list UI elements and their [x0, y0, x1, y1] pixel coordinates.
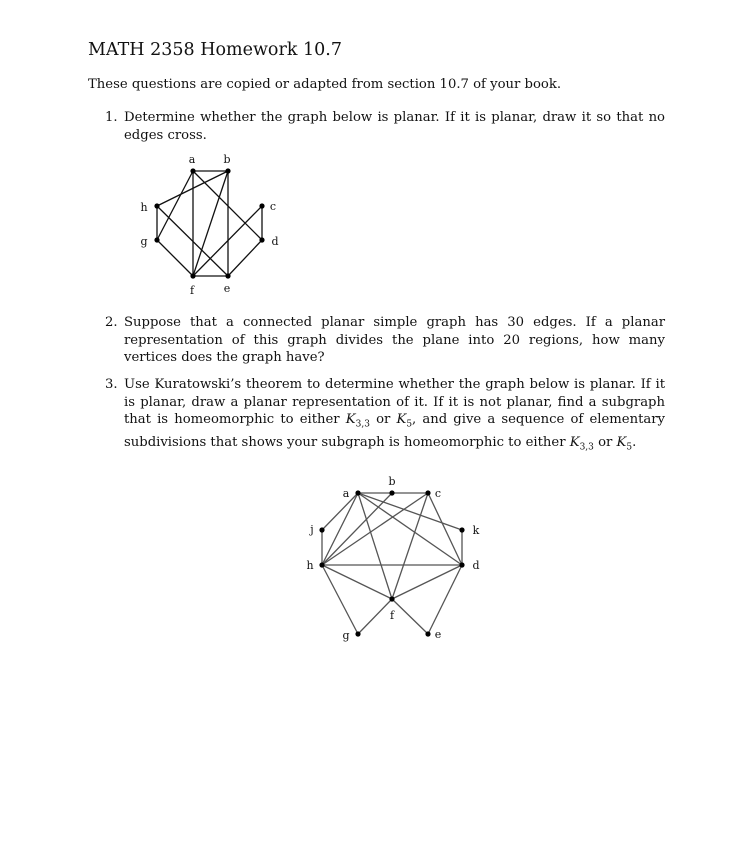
page-title: MATH 2358 Homework 10.7 [88, 40, 342, 60]
graph1-vertex-label-f: f [189, 284, 195, 297]
problem-text: Use Kuratowski’s theorem to determine whether the graph below is planar. If it is planar, draw a planar representation of it. If it is not planar, find a subgraph that is homeomorphic to either $K_{3,3}$ or $K_5$, and give a sequence of elementary subdivisions that shows your subgraph is homeomorphic to either $K_{3,3}$ or $K_5$. [124, 377, 665, 453]
problem-text: Determine whether the graph below is planar. If it is planar, draw it so that no edges cross. [124, 110, 665, 143]
graph2-edge-b-h [322, 493, 392, 565]
problem-text: Suppose that a connected planar simple graph has 30 edges. If a planar representation of this graph divides the plane into 20 regions, how many vertices does the graph have? [124, 315, 665, 365]
graph2-vertex-b [389, 490, 394, 495]
graph1-vertex-label-h: h [140, 201, 148, 214]
graph2-edge-g-f [358, 599, 392, 634]
graph2-vertex-a [355, 490, 360, 495]
graph2-vertex-k [459, 527, 464, 532]
graph2-vertex-label-a: a [342, 487, 350, 500]
graph2-edge-h-f [322, 565, 392, 599]
graph1-vertex-label-d: d [271, 235, 279, 248]
graph1-vertex-label-c: c [269, 200, 277, 213]
graph2-edge-c-f [392, 493, 428, 599]
graph2-vertex-label-j: j [310, 523, 314, 536]
graph2-vertex-e [425, 631, 430, 636]
graph2-vertex-f [389, 596, 394, 601]
graph2-vertex-g [355, 631, 360, 636]
graph2-vertex-label-c: c [434, 487, 442, 500]
graph2-vertex-label-k: k [472, 524, 480, 537]
graph2-vertex-label-e: e [434, 628, 442, 641]
graph2-vertex-label-b: b [388, 475, 396, 488]
graph2-edge-d-e [428, 565, 462, 634]
graph2-edge-a-h [322, 493, 358, 565]
graph2-vertex-label-h: h [306, 559, 314, 572]
problem-number: 1. [105, 110, 118, 125]
graph2-vertex-label-g: g [342, 629, 350, 642]
graph2-vertex-label-d: d [472, 559, 480, 572]
graph1-vertex-label-e: e [223, 282, 231, 295]
graph2-vertex-d [459, 562, 464, 567]
graph2-vertex-j [319, 527, 324, 532]
graph2-edge-c-h [322, 493, 428, 565]
graph2-edge-a-d [358, 493, 462, 565]
problem-number: 2. [105, 315, 118, 330]
graph1-vertex-label-g: g [140, 235, 148, 248]
graph2-edge-c-d [428, 493, 462, 565]
graph2-edge-a-f [358, 493, 392, 599]
graph2-vertex-label-f: f [389, 609, 395, 622]
graph2-edge-h-g [322, 565, 358, 634]
intro-text: These questions are copied or adapted from section 10.7 of your book. [88, 77, 562, 92]
graph1-vertex-label-a: a [188, 153, 196, 166]
graph2-vertex-c [425, 490, 430, 495]
graph1-vertex-label-b: b [223, 153, 231, 166]
problem-number: 3. [105, 377, 118, 392]
graph2-edge-e-f [389, 599, 428, 634]
graph2-vertex-h [319, 562, 324, 567]
graph2-edge-a-j [322, 493, 358, 530]
